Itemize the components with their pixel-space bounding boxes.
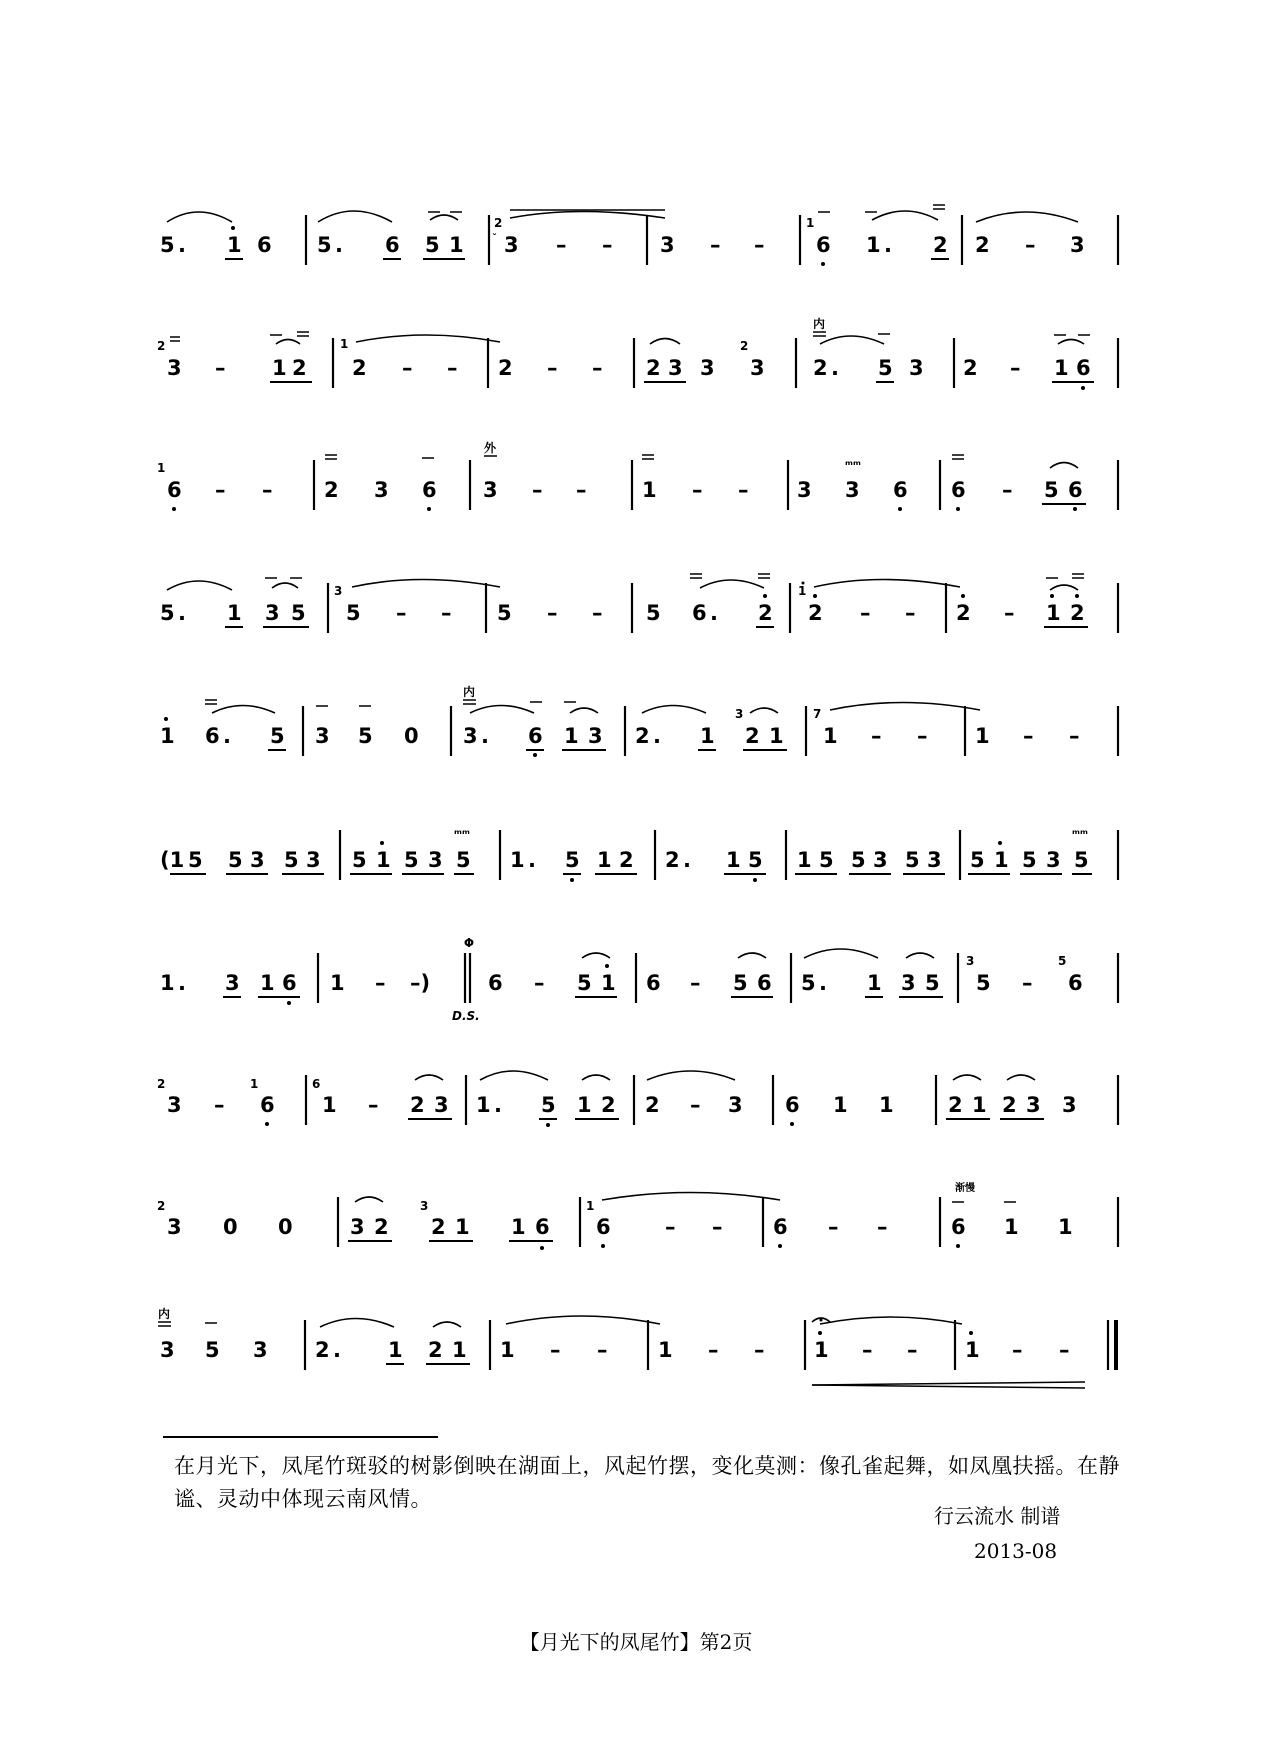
svg-text:–: –: [738, 478, 749, 502]
svg-text:2: 2: [665, 848, 680, 872]
svg-text:2: 2: [808, 601, 823, 625]
svg-text:3: 3: [735, 707, 744, 721]
svg-text:0: 0: [404, 724, 419, 748]
svg-text:6: 6: [816, 233, 831, 257]
svg-text:5: 5: [188, 848, 203, 872]
svg-text:5: 5: [160, 233, 175, 257]
svg-text:5: 5: [205, 1338, 220, 1362]
svg-text:–: –: [862, 1338, 873, 1362]
svg-text:5: 5: [976, 971, 991, 995]
svg-text:1: 1: [272, 356, 287, 380]
svg-text:–: –: [754, 1338, 765, 1362]
svg-text:5: 5: [905, 848, 920, 872]
svg-text:3: 3: [225, 971, 240, 995]
svg-text:3: 3: [167, 1093, 182, 1117]
svg-text:5: 5: [1044, 478, 1059, 502]
svg-text:6: 6: [893, 478, 908, 502]
svg-text:6: 6: [528, 724, 543, 748]
svg-text:5: 5: [541, 1093, 556, 1117]
score-line-8: [157, 1071, 1118, 1127]
svg-text:3: 3: [873, 848, 888, 872]
svg-text:.: .: [831, 356, 839, 380]
svg-text:.: .: [819, 971, 827, 995]
svg-text:内: 内: [158, 1307, 171, 1321]
svg-text:1: 1: [769, 724, 784, 748]
svg-text:6: 6: [1068, 971, 1083, 995]
svg-text:3: 3: [1062, 1093, 1077, 1117]
svg-text:–: –: [1022, 971, 1033, 995]
svg-text:5: 5: [317, 233, 332, 257]
svg-text:5: 5: [228, 848, 243, 872]
transcription-date: 2013-08: [974, 1539, 1058, 1563]
svg-text:6: 6: [312, 1077, 321, 1091]
svg-text:1: 1: [388, 1338, 403, 1362]
svg-text:ᵐᵐ: ᵐᵐ: [1072, 827, 1088, 841]
svg-text:3: 3: [1046, 848, 1061, 872]
svg-text:–: –: [532, 478, 543, 502]
svg-text:–: –: [550, 1338, 561, 1362]
svg-text:2: 2: [635, 724, 650, 748]
svg-text:2: 2: [963, 356, 978, 380]
svg-text:3: 3: [250, 848, 265, 872]
svg-text:–: –: [576, 478, 587, 502]
svg-text:–: –: [1069, 724, 1080, 748]
svg-text:2: 2: [498, 356, 513, 380]
svg-text:5: 5: [925, 971, 940, 995]
svg-text:1: 1: [340, 337, 349, 351]
svg-text:6: 6: [951, 1215, 966, 1239]
svg-text:5: 5: [270, 724, 285, 748]
svg-text:1: 1: [330, 971, 345, 995]
svg-text:–: –: [547, 356, 558, 380]
svg-text:1: 1: [1046, 601, 1061, 625]
svg-text:2: 2: [431, 1215, 446, 1239]
svg-text:3: 3: [588, 724, 603, 748]
svg-text:6: 6: [260, 1093, 275, 1117]
svg-text:外: 外: [484, 441, 497, 455]
svg-text:–: –: [1002, 478, 1013, 502]
svg-text:2: 2: [975, 233, 990, 257]
svg-text:5: 5: [284, 848, 299, 872]
score-line-4: [160, 574, 1118, 633]
svg-text:ᵐᵐ: ᵐᵐ: [845, 458, 861, 472]
svg-text:6: 6: [205, 724, 220, 748]
svg-text:–: –: [1010, 356, 1021, 380]
score-line-2: [157, 316, 1118, 390]
svg-text:–: –: [905, 601, 916, 625]
svg-text:–: –: [368, 1093, 379, 1117]
svg-text:5: 5: [346, 601, 361, 625]
svg-text:–: –: [1025, 233, 1036, 257]
svg-text:1: 1: [597, 848, 612, 872]
svg-text:1: 1: [1054, 356, 1069, 380]
svg-text:5: 5: [497, 601, 512, 625]
page-footer: 【月光下的凤尾竹】第2页: [519, 1630, 753, 1654]
svg-text:5: 5: [358, 724, 373, 748]
tempo-slowing-mark: 渐慢: [955, 1183, 975, 1194]
svg-text:0: 0: [278, 1215, 293, 1239]
svg-text:1: 1: [160, 971, 175, 995]
svg-text:–: –: [547, 601, 558, 625]
svg-text:5: 5: [456, 848, 471, 872]
svg-text:ᵐᵐ: ᵐᵐ: [454, 827, 470, 841]
svg-text:6: 6: [773, 1215, 788, 1239]
svg-text:1: 1: [449, 233, 464, 257]
svg-text:6: 6: [257, 233, 272, 257]
svg-text:1: 1: [823, 724, 838, 748]
svg-text:5: 5: [1074, 848, 1089, 872]
svg-text:–: –: [665, 1215, 676, 1239]
svg-text:1: 1: [227, 233, 242, 257]
score-line-9: [157, 1181, 1118, 1250]
svg-text:2: 2: [374, 1215, 389, 1239]
svg-text:1: 1: [642, 478, 657, 502]
svg-text:3: 3: [306, 848, 321, 872]
svg-text:3: 3: [374, 478, 389, 502]
svg-text:2: 2: [740, 339, 749, 353]
svg-text:1: 1: [798, 584, 807, 598]
svg-text:–: –: [871, 724, 882, 748]
dal-segno-mark: D.S.: [452, 1009, 480, 1023]
svg-text:.: .: [333, 1338, 341, 1362]
svg-text:–): –): [410, 971, 431, 995]
svg-text:0: 0: [223, 1215, 238, 1239]
svg-text:2: 2: [324, 478, 339, 502]
svg-text:1: 1: [500, 1338, 515, 1362]
svg-text:3: 3: [1070, 233, 1085, 257]
svg-text:6: 6: [422, 478, 437, 502]
svg-text:3: 3: [253, 1338, 268, 1362]
svg-text:2: 2: [157, 1199, 166, 1213]
svg-text:–: –: [556, 233, 567, 257]
svg-text:–: –: [1059, 1338, 1070, 1362]
score-line-6: [160, 827, 1118, 882]
svg-text:–: –: [710, 233, 721, 257]
svg-text:–: –: [441, 601, 452, 625]
transcriber-credit: 行云流水 制谱: [934, 1504, 1061, 1528]
svg-text:1: 1: [1004, 1215, 1019, 1239]
svg-text:2: 2: [745, 724, 760, 748]
svg-text:–: –: [690, 971, 701, 995]
svg-text:3: 3: [1026, 1093, 1041, 1117]
svg-text:3: 3: [668, 356, 683, 380]
svg-text:1: 1: [455, 1215, 470, 1239]
score-line-3: [157, 441, 1118, 511]
svg-text:.: .: [683, 848, 691, 872]
svg-text:3: 3: [167, 1215, 182, 1239]
svg-text:–: –: [690, 1093, 701, 1117]
svg-text:2: 2: [646, 356, 661, 380]
score-line-10: [158, 1306, 1116, 1388]
svg-text:–: –: [447, 356, 458, 380]
svg-text:内: 内: [813, 317, 826, 331]
svg-text:6: 6: [535, 1215, 550, 1239]
svg-text:1: 1: [260, 971, 275, 995]
svg-text:3: 3: [334, 584, 343, 598]
svg-text:.: .: [335, 233, 343, 257]
svg-text:2: 2: [933, 233, 948, 257]
svg-text:3: 3: [909, 356, 924, 380]
svg-text:–: –: [602, 233, 613, 257]
svg-text:1: 1: [564, 724, 579, 748]
svg-text:5: 5: [878, 356, 893, 380]
svg-text:1: 1: [601, 971, 616, 995]
svg-text:6: 6: [1076, 356, 1091, 380]
svg-text:1: 1: [726, 848, 741, 872]
svg-text:1: 1: [833, 1093, 848, 1117]
svg-text:1: 1: [700, 724, 715, 748]
svg-text:2: 2: [758, 601, 773, 625]
segno-mark: Φ: [463, 936, 475, 950]
svg-text:2: 2: [315, 1338, 330, 1362]
svg-text:.: .: [653, 724, 661, 748]
svg-text:1: 1: [250, 1077, 259, 1091]
svg-text:–: –: [1012, 1338, 1023, 1362]
svg-text:–: –: [402, 356, 413, 380]
svg-text:–: –: [712, 1215, 723, 1239]
svg-text:5: 5: [577, 971, 592, 995]
svg-text:2: 2: [601, 1093, 616, 1117]
svg-text:1: 1: [965, 1338, 980, 1362]
svg-text:.: .: [884, 233, 892, 257]
score-line-7: [160, 936, 1118, 1023]
svg-text:2: 2: [157, 1077, 166, 1091]
svg-text:1: 1: [879, 1093, 894, 1117]
svg-text:2: 2: [352, 356, 367, 380]
svg-text:3: 3: [797, 478, 812, 502]
svg-text:5: 5: [1058, 954, 1067, 968]
svg-text:3: 3: [428, 848, 443, 872]
svg-text:3: 3: [265, 601, 280, 625]
svg-text:–: –: [215, 356, 226, 380]
score-line-1: [160, 205, 1118, 266]
svg-text:3: 3: [728, 1093, 743, 1117]
svg-text:–: –: [597, 1338, 608, 1362]
svg-text:–: –: [396, 601, 407, 625]
footnote-divider: [163, 1436, 438, 1438]
svg-text:2: 2: [428, 1338, 443, 1362]
svg-text:1: 1: [1058, 1215, 1073, 1239]
svg-text:.: .: [178, 601, 186, 625]
svg-text:.: .: [494, 1093, 502, 1117]
svg-text:5: 5: [565, 848, 580, 872]
svg-text:2: 2: [1070, 601, 1085, 625]
svg-text:–: –: [215, 478, 226, 502]
score-line-5: [160, 684, 1118, 757]
svg-text:–: –: [592, 601, 603, 625]
svg-text:1: 1: [510, 848, 525, 872]
svg-text:1: 1: [511, 1215, 526, 1239]
svg-text:7: 7: [813, 707, 822, 721]
svg-text:–: –: [375, 971, 386, 995]
svg-text:5: 5: [404, 848, 419, 872]
svg-text:1: 1: [376, 848, 391, 872]
svg-text:–: –: [877, 1215, 888, 1239]
svg-text:6: 6: [692, 601, 707, 625]
svg-text:3: 3: [966, 954, 975, 968]
svg-text:2: 2: [494, 216, 503, 230]
svg-text:1: 1: [322, 1093, 337, 1117]
svg-text:–: –: [708, 1338, 719, 1362]
svg-text:.: .: [178, 971, 186, 995]
svg-text:ˇ: ˇ: [492, 233, 497, 244]
svg-text:.: .: [528, 848, 536, 872]
svg-text:1: 1: [797, 848, 812, 872]
svg-text:3: 3: [483, 478, 498, 502]
svg-text:5: 5: [733, 971, 748, 995]
svg-text:2: 2: [157, 339, 166, 353]
svg-text:6: 6: [167, 478, 182, 502]
svg-text:6: 6: [596, 1215, 611, 1239]
svg-text:5: 5: [160, 601, 175, 625]
svg-text:.: .: [481, 724, 489, 748]
svg-text:5: 5: [819, 848, 834, 872]
svg-text:1: 1: [866, 233, 881, 257]
svg-text:内: 内: [463, 685, 476, 699]
svg-text:3: 3: [463, 724, 478, 748]
svg-text:3: 3: [504, 233, 519, 257]
svg-text:5: 5: [748, 848, 763, 872]
svg-text:6: 6: [951, 478, 966, 502]
svg-text:1: 1: [227, 601, 242, 625]
svg-text:(1: (1: [160, 848, 185, 872]
svg-text:2: 2: [410, 1093, 425, 1117]
svg-text:–: –: [262, 478, 273, 502]
svg-text:6: 6: [282, 971, 297, 995]
svg-text:–: –: [917, 724, 928, 748]
svg-text:.: .: [178, 233, 186, 257]
svg-text:2: 2: [619, 848, 634, 872]
svg-text:2: 2: [645, 1093, 660, 1117]
svg-text:6: 6: [757, 971, 772, 995]
svg-text:–: –: [592, 356, 603, 380]
svg-text:3: 3: [660, 233, 675, 257]
svg-text:3: 3: [434, 1093, 449, 1117]
svg-text:1: 1: [157, 461, 166, 475]
svg-text:–: –: [860, 601, 871, 625]
svg-text:2: 2: [956, 601, 971, 625]
svg-text:1: 1: [160, 724, 175, 748]
svg-text:2: 2: [948, 1093, 963, 1117]
svg-text:6: 6: [785, 1093, 800, 1117]
svg-text:–: –: [534, 971, 545, 995]
svg-text:1: 1: [586, 1199, 595, 1213]
svg-text:1: 1: [476, 1093, 491, 1117]
svg-text:5: 5: [801, 971, 816, 995]
svg-text:1: 1: [806, 216, 815, 230]
svg-text:3: 3: [167, 356, 182, 380]
svg-text:1: 1: [577, 1093, 592, 1117]
svg-text:3: 3: [750, 356, 765, 380]
piece-description: 在月光下，凤尾竹斑驳的树影倒映在湖面上，风起竹摆，变化莫测：像孔雀起舞，如凤凰扶摇。在静谧、灵动中体现云南风情。: [174, 1454, 1120, 1511]
svg-text:6: 6: [646, 971, 661, 995]
svg-text:–: –: [754, 233, 765, 257]
svg-text:2: 2: [1002, 1093, 1017, 1117]
svg-text:.: .: [710, 601, 718, 625]
svg-text:3: 3: [420, 1199, 429, 1213]
svg-text:3: 3: [901, 971, 916, 995]
svg-text:5: 5: [291, 601, 306, 625]
svg-text:3: 3: [845, 478, 860, 502]
svg-text:6: 6: [488, 971, 503, 995]
svg-text:1: 1: [867, 971, 882, 995]
svg-text:2: 2: [292, 356, 307, 380]
svg-text:3: 3: [315, 724, 330, 748]
svg-text:5: 5: [352, 848, 367, 872]
svg-text:1: 1: [658, 1338, 673, 1362]
svg-text:5: 5: [646, 601, 661, 625]
svg-text:1: 1: [814, 1338, 829, 1362]
svg-text:3: 3: [700, 356, 715, 380]
svg-text:5: 5: [1022, 848, 1037, 872]
svg-text:–: –: [907, 1338, 918, 1362]
svg-text:3: 3: [160, 1338, 175, 1362]
svg-text:5: 5: [851, 848, 866, 872]
svg-text:–: –: [692, 478, 703, 502]
svg-text:1: 1: [975, 724, 990, 748]
svg-text:5: 5: [425, 233, 440, 257]
svg-text:2: 2: [813, 356, 828, 380]
svg-text:–: –: [1004, 601, 1015, 625]
svg-text:–: –: [828, 1215, 839, 1239]
svg-text:3: 3: [927, 848, 942, 872]
svg-text:3: 3: [350, 1215, 365, 1239]
svg-text:–: –: [214, 1093, 225, 1117]
svg-text:5: 5: [970, 848, 985, 872]
svg-text:1: 1: [452, 1338, 467, 1362]
svg-text:6: 6: [385, 233, 400, 257]
svg-text:–: –: [1023, 724, 1034, 748]
svg-text:.: .: [223, 724, 231, 748]
svg-text:6: 6: [1068, 478, 1083, 502]
svg-text:1: 1: [972, 1093, 987, 1117]
svg-text:1: 1: [994, 848, 1009, 872]
